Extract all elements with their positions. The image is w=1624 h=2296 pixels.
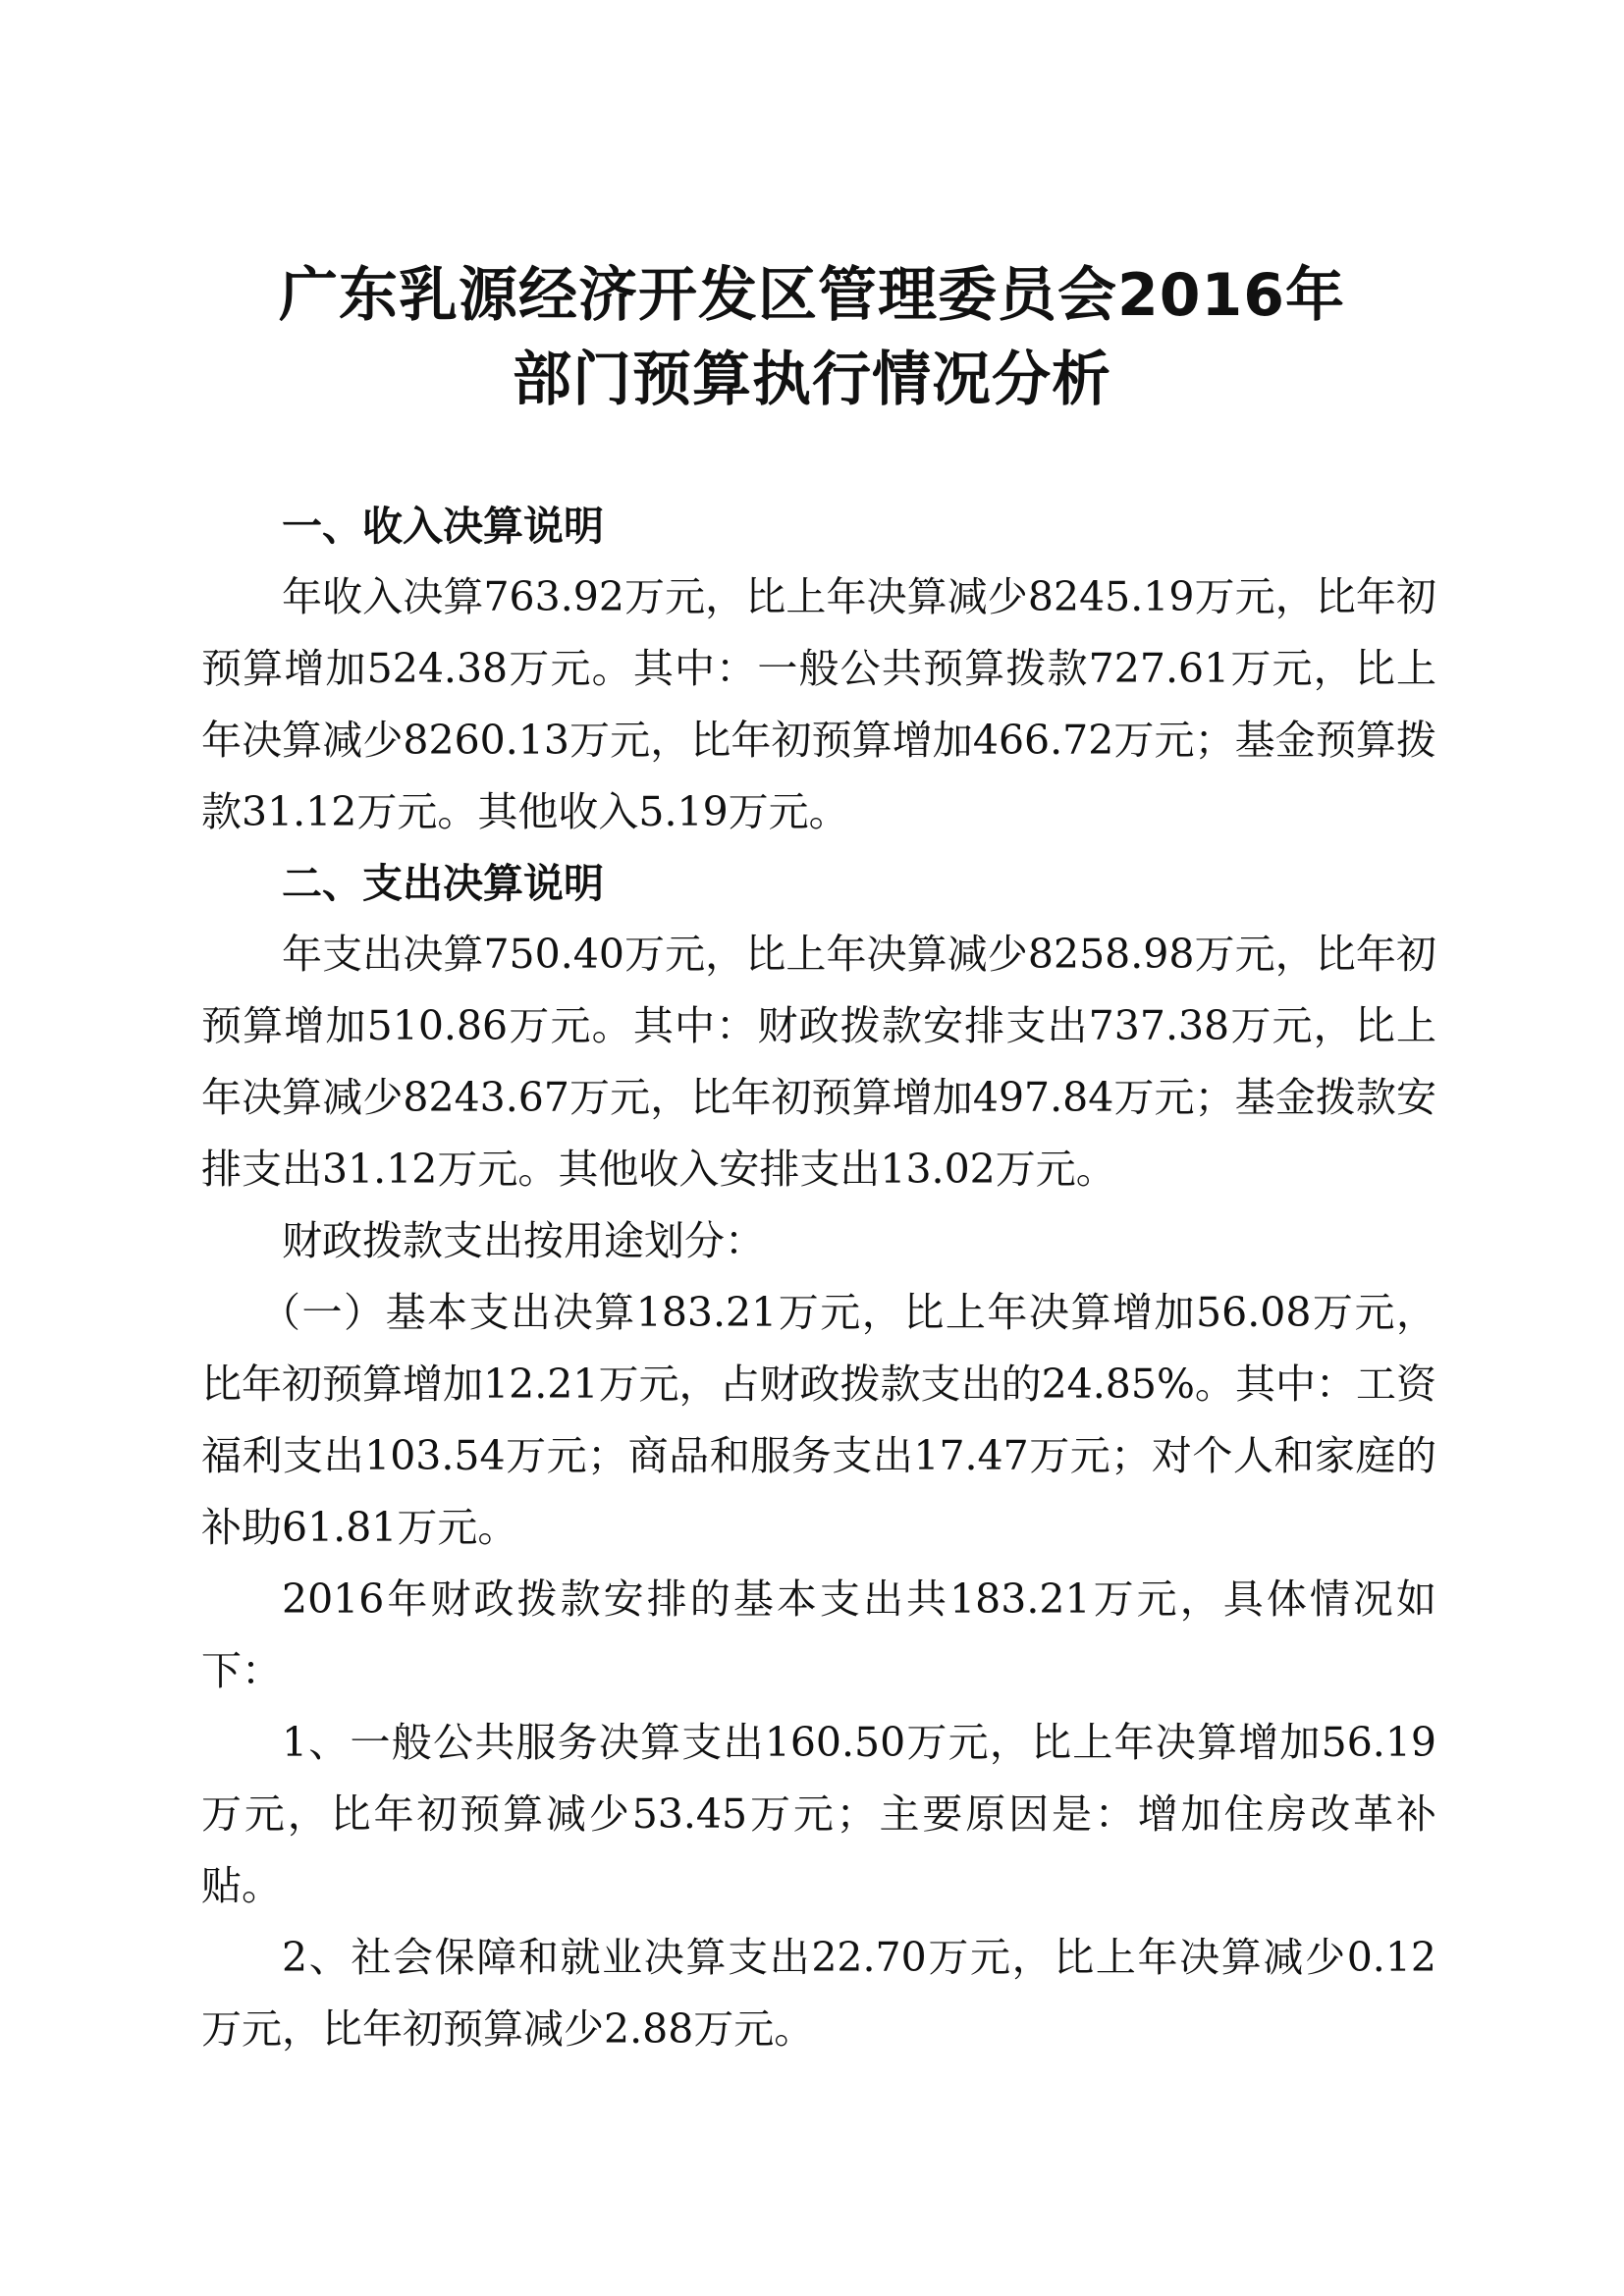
income-paragraph: 年收入决算763.92万元，比上年决算减少8245.19万元，比年初预算增加524.38万元。其中：一般公共预算拨款727.61万元，比上年决算减少8260.13万元，比年初预算增加466.72万元；基金预算拨款31.12万元。其他收入5.19万元。 xyxy=(201,573,1436,835)
basic-expenditure-paragraph: （一）基本支出决算183.21万元，比上年决算增加56.08万元，比年初预算增加12.21万元，占财政拨款支出的24.85%。其中：工资福利支出103.54万元；商品和服务支出17.47万元；对个人和家庭的补助61.81万元。 xyxy=(201,1289,1436,1551)
section-heading-income: 一、收入决算说明 xyxy=(282,503,604,550)
title-line-2: 部门预算执行情况分析 xyxy=(513,346,1111,414)
detail-intro-paragraph: 2016年财政拨款安排的基本支出共183.21万元，具体情况如下： xyxy=(201,1575,1436,1694)
list-item-general-public-service: 1、一般公共服务决算支出160.50万元，比上年决算增加56.19万元，比年初预算减少53.45万元；主要原因是：增加住房改革补贴。 xyxy=(201,1719,1436,1909)
document-title xyxy=(0,253,1624,422)
section-heading-expenditure: 二、支出决算说明 xyxy=(282,860,604,907)
title-line-1: 广东乳源经济开发区管理委员会2016年 xyxy=(279,261,1345,330)
list-item-social-security: 2、社会保障和就业决算支出22.70万元，比上年决算减少0.12万元，比年初预算减少2.88万元。 xyxy=(201,1934,1436,2053)
document-body xyxy=(201,491,1436,2065)
usage-intro: 财政拨款支出按用途划分： xyxy=(282,1217,765,1264)
expenditure-paragraph: 年支出决算750.40万元，比上年决算减少8258.98万元，比年初预算增加510.86万元。其中：财政拨款安排支出737.38万元，比上年决算减少8243.67万元，比年初预算增加497.84万元；基金拨款安排支出31.12万元。其他收入安排支出13.02万元。 xyxy=(201,931,1436,1193)
